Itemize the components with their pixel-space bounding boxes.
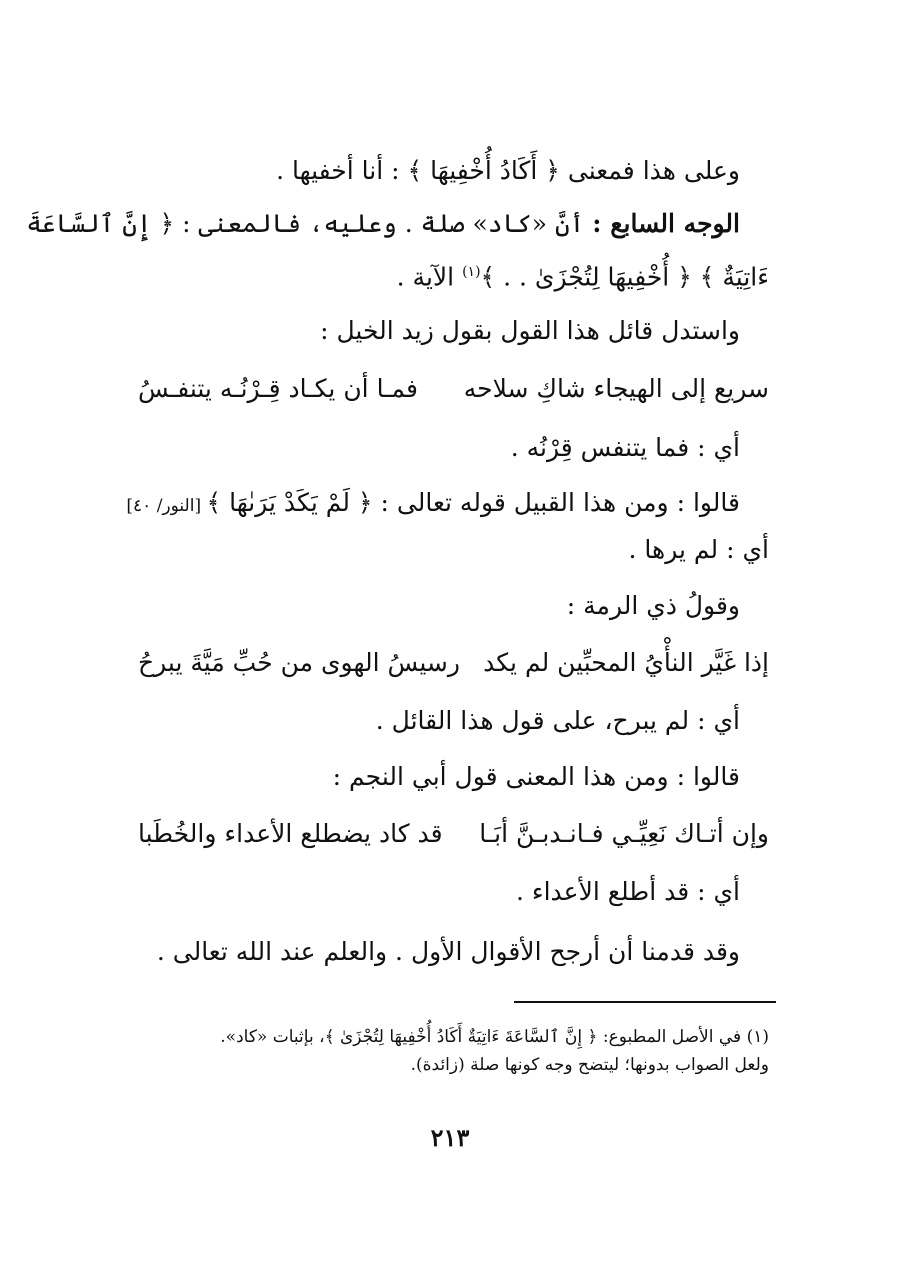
text-line: أي : فما يتنفس قِرْنُه .: [510, 433, 740, 462]
text-line: وقولُ ذي الرمة :: [566, 591, 740, 620]
text-line: أي : لم يبرح، على قول هذا القائل .: [375, 706, 740, 735]
text-run: قالوا : ومن هذا القبيل قوله تعالى : ﴿ لَمْ يَكَدْ يَرَىٰهَا ﴾: [206, 488, 740, 517]
verse-first-hemistich: وإن أتـاك نَعِيِّـي فـانـدبـنَّ أبَـا: [479, 819, 769, 848]
verse-second-hemistich: رسيسُ الهوى من حُبِّ مَيَّةَ يبرحُ: [138, 648, 460, 677]
verse-first-hemistich: إذا غَيَّر النأْيُ المحبِّين لم يكد: [483, 648, 769, 677]
text-line: أي : لم يرها .: [628, 535, 769, 564]
text-line: أي : قد أطلع الأعداء .: [515, 877, 740, 906]
paragraph-line: [126, 486, 740, 523]
paragraph-line: [26, 207, 740, 241]
verse-reference: [النور/ ٤٠]: [126, 496, 207, 516]
page-number: ٢١٣: [430, 1123, 470, 1152]
text-run: أنَّ «كاد» صلة . وعليه، فالمعنى : ﴿ إِنَّ ٱلسَّاعَةَ: [26, 209, 593, 238]
section-heading: الوجه السابع :: [592, 209, 740, 238]
footnote-divider: [514, 1001, 776, 1003]
footnote-line: (١) في الأصل المطبوع: ﴿ إِنَّ ٱلسَّاعَةَ ءَاتِيَةٌ أَكَادُ أُخْفِيهَا لِتُجْزَىٰ ﴾، بإثبات «كاد».: [220, 1027, 769, 1047]
text-line: وقد قدمنا أن أرجح الأقوال الأول . والعلم عند الله تعالى .: [156, 937, 740, 966]
text-line: واستدل قائل هذا القول بقول زيد الخيل :: [320, 316, 740, 345]
paragraph-line: [397, 255, 769, 294]
footnote-line: ولعل الصواب بدونها؛ ليتضح وجه كونها صلة (زائدة).: [410, 1055, 769, 1075]
verse-second-hemistich: قد كاد يضطلع الأعداء والخُطَبا: [138, 819, 443, 848]
text-line: قالوا : ومن هذا المعنى قول أبي النجم :: [332, 762, 740, 791]
quran-quote: ءَاتِيَةٌ ﴾ ﴿ أُخْفِيهَا لِتُجْزَىٰ . . ﴾: [480, 262, 769, 292]
text-run: الآية .: [396, 262, 463, 292]
footnote-marker: (١): [462, 264, 481, 280]
verse-first-hemistich: سريع إلى الهيجاء شاكِ سلاحه: [463, 374, 769, 403]
text-line: وعلى هذا فمعنى ﴿ أَكَادُ أُخْفِيهَا ﴾ : أنا أخفيها .: [276, 156, 740, 185]
verse-second-hemistich: فمـا أن يكـاد قِـرْنُـه يتنفـسُ: [138, 374, 418, 403]
